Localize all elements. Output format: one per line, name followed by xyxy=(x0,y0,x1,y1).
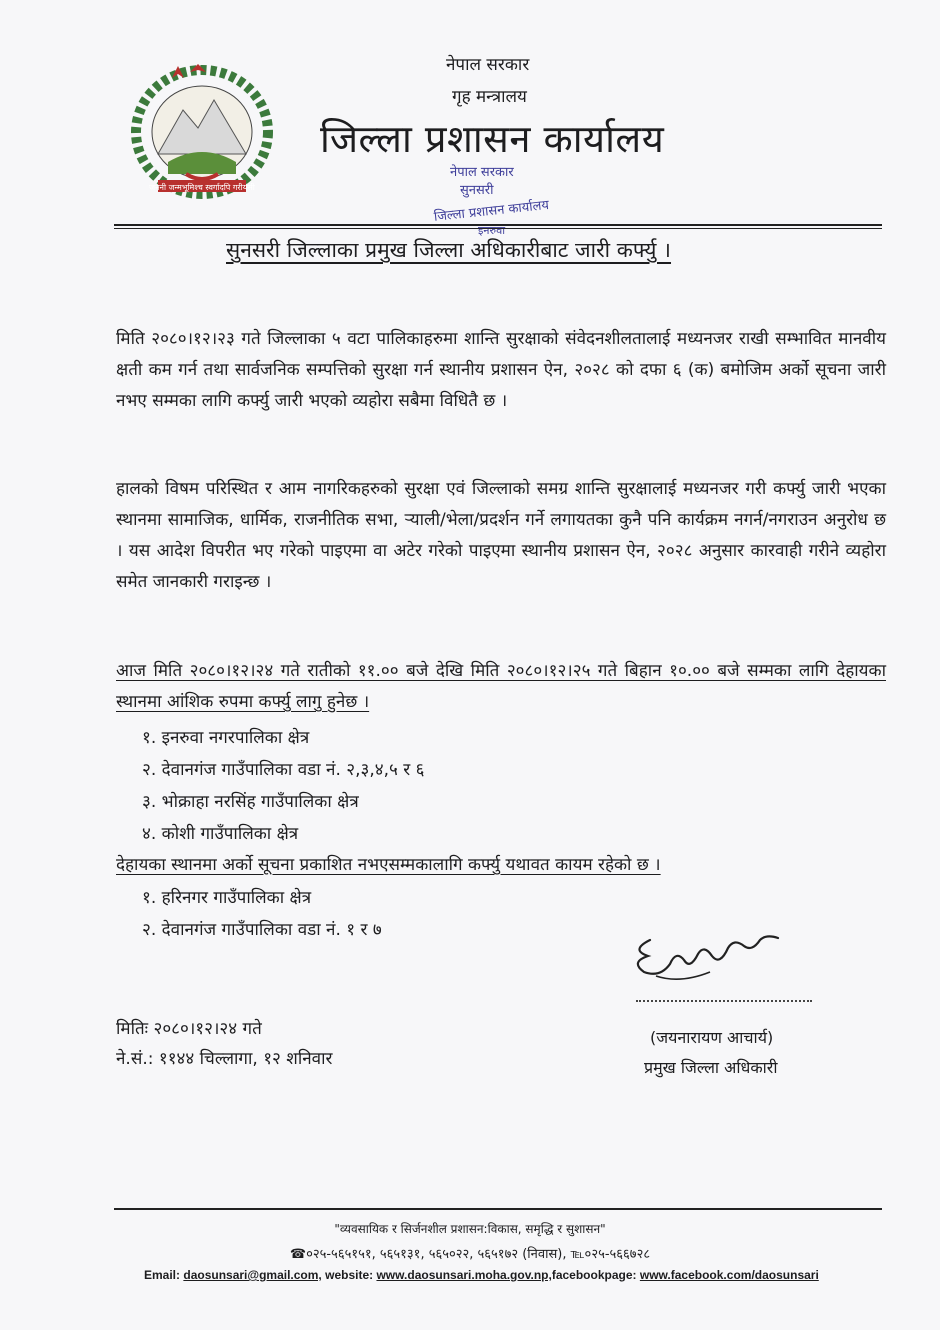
office-name: जिल्ला प्रशासन कार्यालय xyxy=(320,117,665,161)
website-label: website: xyxy=(325,1268,374,1282)
ministry-name: गृह मन्त्रालय xyxy=(452,87,527,107)
website-link[interactable]: www.daosunsari.moha.gov.np, xyxy=(376,1268,552,1282)
svg-text:सुनसरी: सुनसरी xyxy=(460,183,494,198)
svg-text:जननी जन्मभूमिश्च स्वर्गादपि गर: जननी जन्मभूमिश्च स्वर्गादपि गरीयसी xyxy=(149,183,255,192)
list-item: ३. भोक्राहा नरसिंह गाउँपालिका क्षेत्र xyxy=(142,792,359,812)
footer-phones: ☎०२५-५६५१५१, ५६५१३१, ५६५०२२, ५६५१७२ (निवास), ℡०२५-५६६७२८ xyxy=(289,1247,651,1262)
facebook-link[interactable]: www.facebook.com/daosunsari xyxy=(639,1268,819,1282)
header-divider-thin xyxy=(114,228,882,229)
signatory-title: प्रमुख जिल्ला अधिकारी xyxy=(644,1058,778,1077)
email-label: Email: xyxy=(144,1268,181,1282)
svg-text:जिल्ला प्रशासन कार्यालय: जिल्ला प्रशासन कार्यालय xyxy=(433,197,550,225)
office-stamp xyxy=(420,158,580,244)
paragraph-curfew-background: मिति २०८०।१२।२३ गते जिल्लाका ५ वटा पालिकाहरुमा शान्ति सुरक्षाको संवेदनशीलतालाई मध्यनजर राखी सम्भावित मानवीय क्षती कम गर्न तथा सार्वजनिक सम्पत्तिको सुरक्षा गर्न स्थानीय प्रशासन ऐन, २०२८ को दफा ६ (क) बमोजिम अर्को सूचना जारी नभए सम्मका लागि कर्फ्यु जारी भएको व्यहोरा सबैमा विधितै छ । xyxy=(116,329,886,411)
government-name: नेपाल सरकार xyxy=(446,55,530,75)
footer-divider xyxy=(114,1208,882,1210)
handwritten-signature xyxy=(620,920,790,990)
list-item: १. हरिनगर गाउँपालिका क्षेत्र xyxy=(142,888,312,908)
list-item: १. इनरुवा नगरपालिका क्षेत्र xyxy=(142,728,310,748)
nepal-sambat-date: ने.सं.: ११४४ चिल्लागा, १२ शनिवार xyxy=(116,1049,333,1069)
list-item: २. देवानगंज गाउँपालिका वडा नं. १ र ७ xyxy=(142,920,382,940)
paragraph-partial-curfew: आज मिति २०८०।१२।२४ गते रातीको ११.०० बजे देखि मिति २०८०।१२।२५ गते बिहान १०.०० बजे सम्मका लागि देहायका स्थानमा आंशिक रुपमा कर्फ्यु लागु हुनेछ । xyxy=(116,661,886,712)
footer-motto: "व्यवसायिक र सिर्जनशील प्रशासन:विकास, समृद्धि र सुशासन" xyxy=(334,1222,606,1236)
header-divider xyxy=(114,224,882,226)
svg-text:इनरुवा: इनरुवा xyxy=(478,224,506,237)
footer-contacts xyxy=(144,1268,819,1282)
notice-subject: सुनसरी जिल्लाका प्रमुख जिल्ला अधिकारीबाट जारी कर्फ्यु । xyxy=(226,238,672,262)
notice-date: मितिः २०८०।१२।२४ गते xyxy=(116,1019,262,1039)
facebook-label: facebookpage: xyxy=(551,1268,637,1282)
paragraph-restrictions: हालको विषम परिस्थित र आम नागरिकहरुको सुरक्षा एवं जिल्लाको समग्र शान्ति सुरक्षालाई मध्यनजर गरी कर्फ्यु जारी भएका स्थानमा सामाजिक, धार्मिक, राजनीतिक सभा, ऱ्याली/भेला/प्रदर्शन गर्ने लगायतका कुनै पनि कार्यक्रम नगर्न/नगराउन अनुरोध छ । यस आदेश विपरीत भए गरेको पाइएमा वा अटेर गरेको पाइएमा स्थानीय प्रशासन ऐन, २०२८ अनुसार कारवाही गरीने व्यहोरा समेत जानकारी गराइन्छ । xyxy=(116,479,886,592)
emblem-motto xyxy=(128,180,276,194)
svg-text:नेपाल सरकार: नेपाल सरकार xyxy=(450,165,514,180)
paragraph-continued-curfew: देहायका स्थानमा अर्को सूचना प्रकाशित नभएसम्मकालागि कर्फ्यु यथावत कायम रहेको छ । xyxy=(116,855,661,875)
email-link[interactable]: daosunsari@gmail.com, xyxy=(183,1268,322,1282)
signatory-name: (जयनारायण आचार्य) xyxy=(650,1028,774,1047)
list-item: ४. कोशी गाउँपालिका क्षेत्र xyxy=(142,824,299,844)
list-item: २. देवानगंज गाउँपालिका वडा नं. २,३,४,५ र ६ xyxy=(142,760,425,780)
signature-line xyxy=(636,1000,812,1002)
